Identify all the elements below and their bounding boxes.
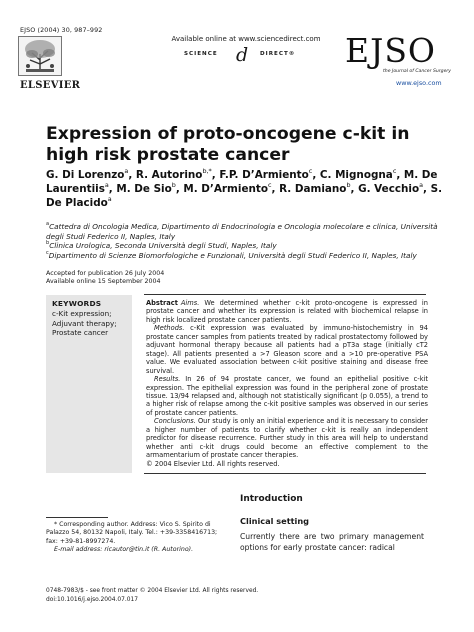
results-text: In 26 of 94 prostate cancer, we found an epithelial positive c-kit expression. The epithelial expression was found in the peripheral zone of prostate tissue. 13/94 relapsed and, although not statistically significant (p 0.055), a trend to a higher risk of relapse among the c-kit positive samples was observed in our series of prostate cancer patients. bbox=[146, 375, 428, 417]
email-note bbox=[46, 546, 230, 554]
abstract-methods bbox=[146, 324, 428, 375]
affiliation-item bbox=[46, 241, 454, 251]
keyword-item: Adjuvant therapy; bbox=[52, 318, 117, 328]
elsevier-tree-logo bbox=[18, 36, 62, 76]
article-title: Expression of proto-oncogene c-kit in high risk prostate cancer bbox=[46, 124, 410, 165]
sciencedirect-logo-left: SCIENCE bbox=[184, 51, 218, 57]
aims-label: Aims. bbox=[180, 299, 200, 307]
methods-text: c-Kit expression was evaluated by immuno-histochemistry in 94 prostate cancer samples from patients treated by radical prostatectomy followed by adjuvant hormonal therapy because all patients had a pT3a stage (initially cT2 stage). All patients presented a >7 Gleason score and a >10 pre-operative PSA value. We evaluated association between c-kit positive staining and disease free survival. bbox=[146, 324, 428, 375]
journal-subtitle: the Journal of Cancer Surgery bbox=[383, 69, 452, 74]
keyword-item: c-Kit expression; bbox=[52, 309, 112, 318]
author-list: G. Di Lorenzo$^a$, R. Autorino$^{b,*}$, F.P. D’Armiento$^c$, C. Mignogna$^c$, M. De Laurentiis$^a$, M. De Sio$^b$, M. D’Armiento$^c$, R. Damiano$^b$, G. Vecchio$^a$, S. De Placido$^a$ bbox=[46, 167, 443, 210]
affiliation-mark: c bbox=[46, 250, 49, 257]
keywords-list bbox=[52, 309, 117, 338]
abstract-bottom-rule bbox=[144, 473, 426, 474]
author-name: G. Vecchio bbox=[358, 183, 420, 196]
affiliation-item bbox=[46, 251, 454, 261]
aims-text: We determined whether c-kit proto-oncogene is expressed in prostate cancer and whether its expression is related with biochemical relapse in high risk localized prostate cancer patients. bbox=[146, 299, 428, 324]
author-affiliation-mark: c bbox=[268, 181, 272, 190]
author-name: C. Mignogna bbox=[319, 169, 393, 181]
author-name: F.P. D’Armiento bbox=[219, 169, 309, 181]
author-name: M. De Laurentiis bbox=[46, 169, 438, 196]
author-affiliation-mark: b bbox=[171, 181, 176, 190]
subsection-heading-clinical-setting: Clinical setting bbox=[240, 516, 310, 526]
publisher-name: ELSEVIER bbox=[20, 80, 81, 91]
affiliation-text: Clinica Urologica, Seconda Università degli Studi, Naples, Italy bbox=[49, 241, 277, 251]
affiliation-text: Cattedra di Oncologia Medica, Dipartimento di Endocrinologia e Oncologia molecolare e clinica, Università degli Studi Federico II, Naples, Italy bbox=[46, 222, 438, 241]
accepted-date: Accepted for publication 26 July 2004 bbox=[46, 270, 165, 277]
keyword-item: Prostate cancer bbox=[52, 328, 109, 338]
abstract bbox=[146, 299, 428, 468]
author-name: S. De Placido bbox=[46, 183, 443, 210]
affiliation-mark: a bbox=[46, 221, 50, 227]
corresponding-author-note: * Corresponding author. Address: Vico S. Spirito di Palazzo 54, 80132 Napoli, Italy. Tel.: +39-3358416713; fax: +39-81-8997274. bbox=[46, 521, 218, 545]
author-affiliation-mark: c bbox=[308, 167, 313, 175]
front-matter-copyright: 0748-7983/$ - see front matter © 2004 Elsevier Ltd. All rights reserved. bbox=[46, 588, 259, 594]
available-online-note: Available online at www.sciencedirect.com bbox=[171, 35, 321, 43]
affiliations bbox=[46, 222, 454, 261]
author-affiliation-mark: c bbox=[392, 167, 397, 175]
results-label: Results. bbox=[154, 375, 181, 384]
affiliation-text: Dipartimento di Scienze Biomorfologiche e Funzionali, Università degli Studi Federico II, Naples, Italy bbox=[48, 251, 417, 261]
journal-url-link[interactable]: www.ejso.com bbox=[396, 79, 442, 87]
abstract-label: Abstract bbox=[146, 299, 178, 307]
conclusions-text: Our study is only an initial experience and it is necessary to consider a higher number of patients to clarify whether c-kit is really an independent predictor for disease recurrence. Further study in this area will help to understand whether anti c-kit drugs could become an effective complement to the armamentarium of prostate cancer therapies. bbox=[146, 417, 428, 460]
abstract-results bbox=[146, 375, 428, 417]
author-name: R. Damiano bbox=[279, 183, 347, 196]
section-heading-introduction: Introduction bbox=[240, 494, 303, 504]
author-affiliation-mark: a bbox=[419, 181, 424, 190]
author-name: R. Autorino bbox=[135, 169, 203, 181]
abstract-top-rule bbox=[144, 294, 426, 295]
sciencedirect-logo-right: DIRECT® bbox=[260, 51, 296, 57]
author-affiliation-mark: a bbox=[104, 181, 109, 190]
body-paragraph: Currently there are two primary management options for early prostate cancer: radical bbox=[240, 532, 424, 552]
abstract-conclusions bbox=[146, 417, 428, 459]
author-name: M. D’Armiento bbox=[183, 183, 268, 196]
author-affiliation-mark: a bbox=[107, 195, 112, 204]
author-name: G. Di Lorenzo bbox=[46, 169, 125, 181]
methods-label: Methods. bbox=[154, 324, 185, 333]
abstract-aims bbox=[146, 299, 428, 324]
sciencedirect-logo-mark: d bbox=[236, 44, 249, 66]
doi-link[interactable]: doi:10.1016/j.ejso.2004.07.017 bbox=[46, 597, 138, 603]
article-history bbox=[46, 270, 164, 286]
footnote-rule bbox=[46, 517, 108, 518]
conclusions-label: Conclusions. bbox=[154, 417, 196, 426]
author-name: M. De Sio bbox=[116, 183, 172, 196]
journal-citation: EJSO (2004) 30, 987–992 bbox=[20, 26, 103, 34]
author-affiliation-mark: a bbox=[124, 167, 129, 175]
email-text: E-mail address: ricautor@tin.it (R. Autorino). bbox=[54, 545, 194, 553]
footnote bbox=[46, 521, 230, 554]
abstract-copyright: © 2004 Elsevier Ltd. All rights reserved. bbox=[146, 459, 280, 468]
journal-wordmark: EJSO bbox=[345, 31, 436, 70]
affiliation-item bbox=[46, 222, 454, 241]
affiliation-mark: b bbox=[46, 240, 50, 247]
author-affiliation-mark: b,* bbox=[202, 167, 212, 175]
author-affiliation-mark: b bbox=[346, 181, 351, 190]
keywords-box bbox=[46, 295, 132, 473]
online-date: Available online 15 September 2004 bbox=[46, 278, 161, 286]
sciencedirect-logo bbox=[184, 46, 310, 64]
keywords-title: KEYWORDS bbox=[52, 299, 102, 308]
